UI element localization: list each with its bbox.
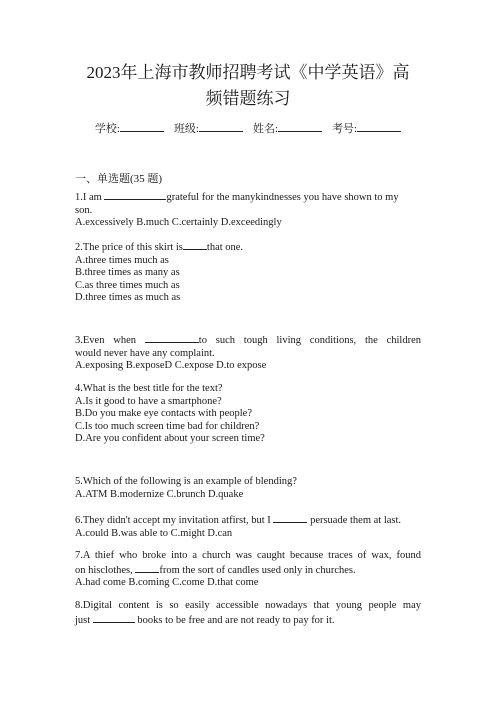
q8-stem-after: books to be free and are not ready to pay for it. xyxy=(134,614,335,626)
q1-stem-cont: son. xyxy=(75,204,93,216)
q4-option-d: D.Are you confident about your screen time? xyxy=(75,433,265,444)
name-blank xyxy=(278,122,322,132)
exam-number-blank xyxy=(357,122,401,132)
q2-stem-before: 2.The price of this skirt is xyxy=(75,242,183,253)
q2-option-c: C.as three times much as xyxy=(75,279,180,291)
q8-stem-line1: 8.Digital content is so easily accessible nowadays that young people may xyxy=(75,600,421,611)
q7-stem-after: from the sort of candles used only in churches. xyxy=(159,564,356,576)
q2-stem-after: that one. xyxy=(206,242,244,253)
exam-number-label: 考号: xyxy=(332,123,358,135)
q2-option-a: A.three times much as xyxy=(75,254,169,266)
name-label: 姓名: xyxy=(253,123,279,135)
q1-stem-after: grateful for the manykindnesses you have shown to my xyxy=(166,192,399,203)
q4-option-a: A.Is it good to have a smartphone? xyxy=(75,395,222,407)
question-7 xyxy=(75,550,421,590)
section-heading: 一、单选题(35 题) xyxy=(75,173,163,185)
q4-option-b: B.Do you make eye contacts with people? xyxy=(75,408,252,419)
q4-stem: 4.What is the best title for the text? xyxy=(75,383,223,394)
q1-blank xyxy=(104,190,166,200)
q6-options: A.could B.was able to C.might D.can xyxy=(75,527,233,539)
student-info-line xyxy=(40,120,456,136)
q3-stem-after: to such tough living conditions, the children xyxy=(198,335,422,346)
q8-blank xyxy=(93,613,135,623)
q3-options: A.exposing B.exposeD C.expose D.to expose xyxy=(75,360,267,371)
school-label: 学校: xyxy=(94,123,120,135)
question-4 xyxy=(75,383,421,446)
question-2 xyxy=(75,240,421,305)
title-line-2: 频错题练习 xyxy=(205,89,291,108)
question-6 xyxy=(75,513,421,540)
school-blank xyxy=(120,122,164,132)
question-8 xyxy=(75,600,421,627)
page-title xyxy=(60,60,436,112)
q8-stem-before: just xyxy=(75,614,93,626)
q2-option-d: D.three times as much as xyxy=(75,292,181,303)
q5-options: A.ATM B.modernize C.brunch D.quake xyxy=(75,488,244,500)
question-1 xyxy=(75,190,421,230)
q6-stem-after: persuade them at last. xyxy=(307,515,402,526)
class-label: 班级: xyxy=(173,123,199,135)
q2-blank xyxy=(183,240,207,250)
q3-stem-cont: would never have any complaint. xyxy=(75,347,215,359)
q6-stem-before: 6.They didn't accept my invitation atfirst, but I xyxy=(75,515,274,526)
q5-stem: 5.Which of the following is an example of blending? xyxy=(75,476,297,487)
question-3 xyxy=(75,333,421,373)
question-5 xyxy=(75,476,421,501)
q2-option-b: B.three times as many as xyxy=(75,267,180,278)
class-blank xyxy=(199,122,243,132)
q3-blank xyxy=(145,333,199,343)
q3-stem-before: 3.Even when xyxy=(75,335,145,346)
title-line-1: 2023年上海市教师招聘考试《中学英语》高 xyxy=(86,63,410,82)
q4-option-c: C.Is too much screen time bad for children? xyxy=(75,420,260,432)
q6-blank xyxy=(273,513,307,523)
q7-options: A.had come B.coming C.come D.that come xyxy=(75,577,259,588)
q1-stem-before: 1.I am xyxy=(75,192,105,203)
q7-stem-line1: 7.A thief who broke into a church was caught because traces of wax, found xyxy=(75,550,421,561)
q1-options: A.excessively B.much C.certainly D.exceedingly xyxy=(75,217,282,228)
q7-stem-before: on hisclothes, xyxy=(75,564,136,576)
q7-blank xyxy=(135,563,159,573)
